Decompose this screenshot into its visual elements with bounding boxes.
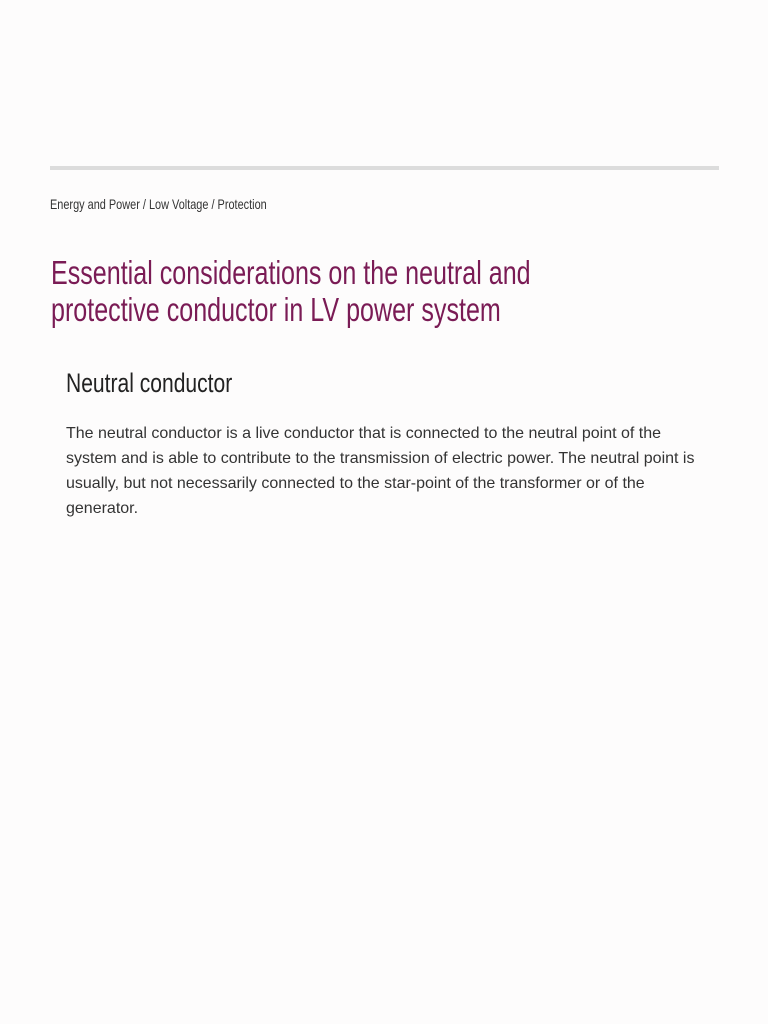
body-paragraph: The neutral conductor is a live conductor that is connected to the neutral point of the system and is able to contribute to the transmission of electric power. The neutral point is usually, but not necessarily connected to the star-point of the transformer or of the generator.: [66, 425, 695, 517]
breadcrumb[interactable]: Energy and Power / Low Voltage / Protection: [50, 196, 267, 212]
header-divider: [50, 166, 719, 170]
page-title-line-2: protective conductor in LV power system: [51, 291, 501, 328]
section-heading: Neutral conductor: [66, 368, 233, 398]
page-title: [51, 254, 568, 328]
page-title-line-1: Essential considerations on the neutral and: [51, 254, 531, 291]
